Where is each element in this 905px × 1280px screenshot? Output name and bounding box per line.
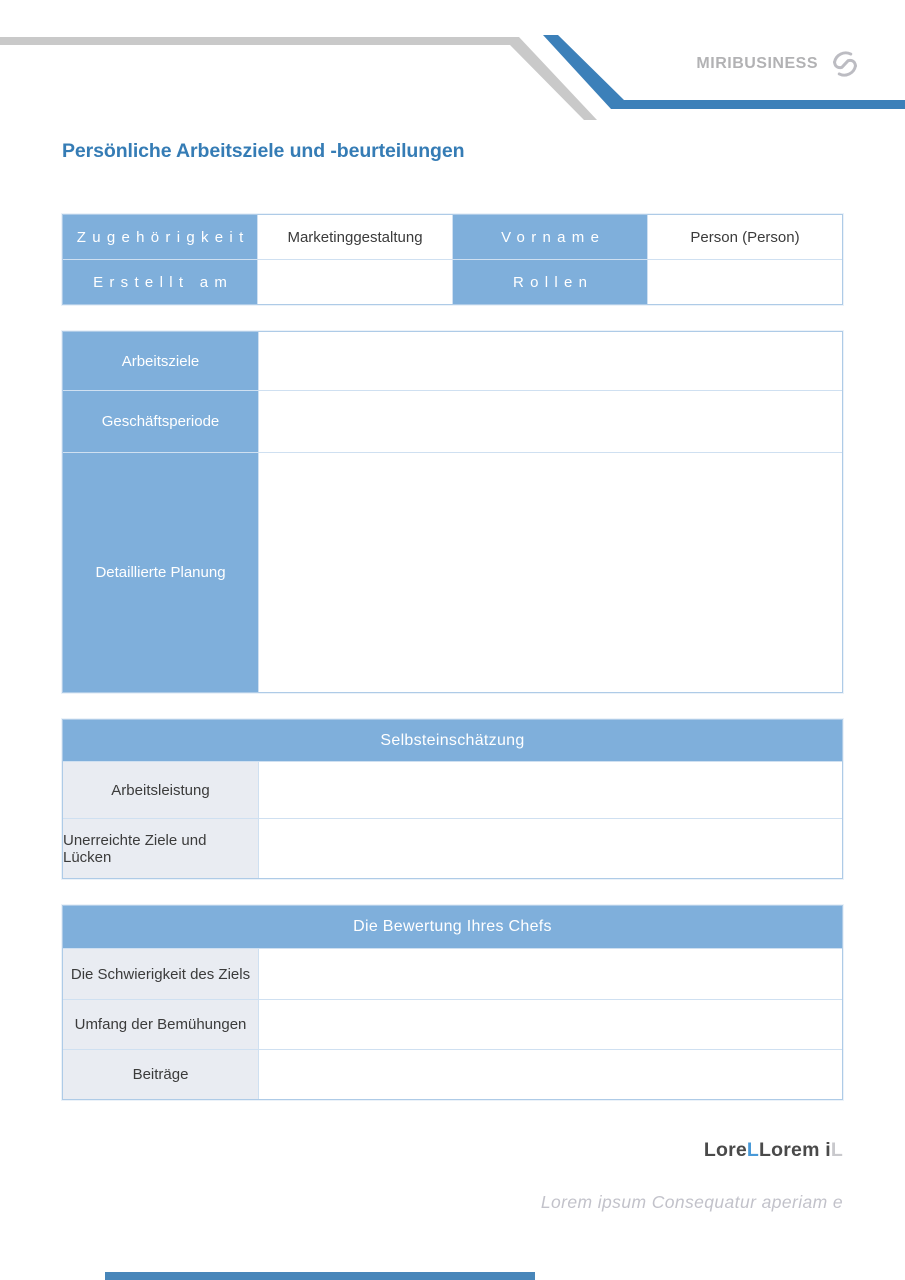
gray-stripe: [0, 37, 597, 120]
info-table: [62, 214, 843, 305]
footer-brand-part1: Lore: [703, 1139, 747, 1161]
info-value-zugehoerigkeit[interactable]: Marketinggestaltung: [258, 215, 452, 259]
goals-value-geschaeftsperiode[interactable]: [259, 391, 842, 452]
self-label-unerreichte-ziele: Unerreichte Ziele und Lücken: [63, 819, 258, 878]
self-value-unerreichte-ziele[interactable]: [259, 819, 842, 878]
boss-value-umfang[interactable]: [259, 1000, 842, 1049]
goals-value-detaillierte-planung[interactable]: [259, 453, 842, 692]
footer-brand-part2: L: [746, 1139, 760, 1161]
page-title: Persönliche Arbeitsziele und -beurteilungen: [62, 140, 465, 162]
info-value-erstellt-am[interactable]: [258, 260, 452, 304]
info-label-erstellt-am: Erstellt am: [63, 260, 257, 304]
footer-tagline: Lorem ipsum Consequatur aperiam e: [540, 1192, 843, 1212]
boss-review-table: [62, 905, 843, 1100]
boss-value-beitraege[interactable]: [259, 1050, 842, 1099]
swirl-s-icon: [827, 46, 863, 82]
boss-review-header: Die Bewertung Ihres Chefs: [63, 906, 842, 948]
info-value-rollen[interactable]: [648, 260, 842, 304]
goals-label-arbeitsziele: Arbeitsziele: [63, 332, 258, 390]
boss-label-beitraege: Beiträge: [63, 1050, 258, 1099]
goals-table: [62, 331, 843, 693]
boss-value-schwierigkeit[interactable]: [259, 949, 842, 999]
goals-value-arbeitsziele[interactable]: [259, 332, 842, 390]
boss-label-schwierigkeit: Die Schwierigkeit des Ziels: [63, 949, 258, 999]
info-value-vorname[interactable]: Person (Person): [648, 215, 842, 259]
info-label-vorname: Vorname: [453, 215, 647, 259]
info-label-rollen: Rollen: [453, 260, 647, 304]
self-assessment-header: Selbsteinschätzung: [63, 720, 842, 761]
goals-label-detaillierte-planung: Detaillierte Planung: [63, 453, 258, 692]
footer-brand-part4: L: [830, 1139, 843, 1161]
brand-logo: [696, 46, 863, 82]
self-label-arbeitsleistung: Arbeitsleistung: [63, 762, 258, 818]
boss-label-umfang: Umfang der Bemühungen: [63, 1000, 258, 1049]
goals-label-geschaeftsperiode: Geschäftsperiode: [63, 391, 258, 452]
brand-logo-text: MIRIBUSINESS: [696, 55, 818, 72]
self-value-arbeitsleistung[interactable]: [259, 762, 842, 818]
info-label-zugehoerigkeit: Zugehörigkeit: [63, 215, 257, 259]
footer-brand-part3: Lorem i: [759, 1139, 831, 1161]
bottom-blue-bar: [105, 1272, 535, 1280]
footer-brand: [704, 1139, 843, 1162]
self-assessment-table: [62, 719, 843, 879]
